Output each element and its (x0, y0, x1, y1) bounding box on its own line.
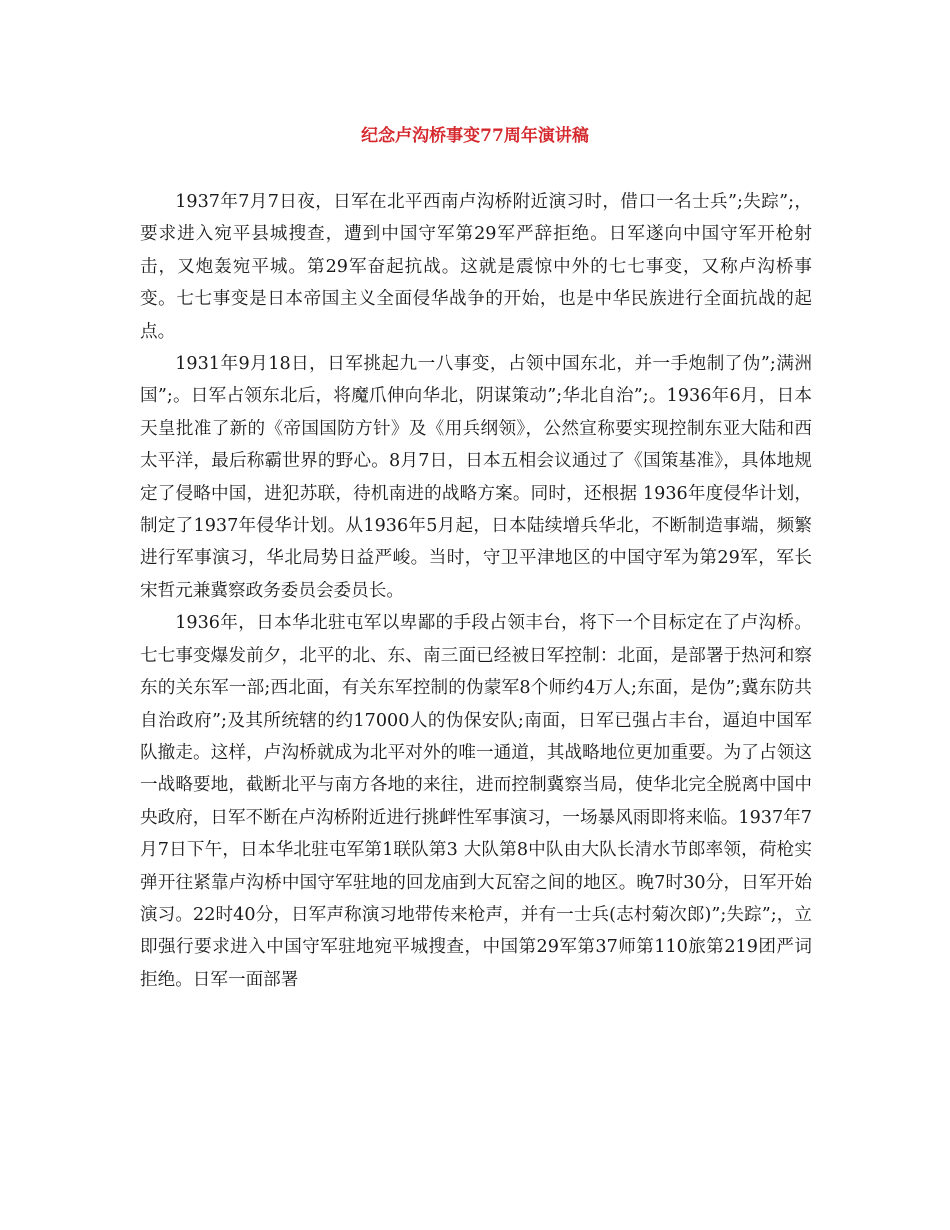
paragraph-2: 1931年9月18日，日军挑起九一八事变，占领中国东北，并一手炮制了伪”;满洲国”;。日军占领东北后，将魔爪伸向华北，阴谋策动”;华北自治”;。1936年6月，日本天皇批准了新的《帝国国防方针》及《用兵纲领》，公然宣称要实现控制东亚大陆和西太平洋，最后称霸世界的野心。8月7日，日本五相会议通过了《国策基准》，具体地规定了侵略中国，进犯苏联，待机南进的战略方案。同时，还根据 1936年度侵华计划，制定了1937年侵华计划。从1936年5月起，日本陆续增兵华北，不断制造事端，频繁进行军事演习，华北局势日益严峻。当时，守卫平津地区的中国守军为第29军，军长宋哲元兼冀察政务委员会委员长。 (140, 354, 812, 601)
document-body (140, 186, 812, 996)
document-title: 纪念卢沟桥事变77周年演讲稿 (361, 126, 589, 146)
paragraph-1: 1937年7月7日夜，日军在北平西南卢沟桥附近演习时，借口一名士兵”;失踪”;，要求进入宛平县城搜查，遭到中国守军第29军严辞拒绝。日军遂向中国守军开枪射击，又炮轰宛平城。第29军奋起抗战。这就是震惊中外的七七事变，又称卢沟桥事变。七七事变是日本帝国主义全面侵华战争的开始，也是中华民族进行全面抗战的起点。 (140, 192, 812, 342)
paragraph-3: 1936年，日本华北驻屯军以卑鄙的手段占领丰台，将下一个目标定在了卢沟桥。七七事变爆发前夕，北平的北、东、南三面已经被日军控制：北面，是部署于热河和察东的关东军一部;西北面，有关东军控制的伪蒙军8个师约4万人;东面，是伪”;冀东防共自治政府”;及其所统辖的约17000人的伪保安队;南面，日军已强占丰台，逼迫中国军队撤走。这样，卢沟桥就成为北平对外的唯一通道，其战略地位更加重要。为了占领这一战略要地，截断北平与南方各地的来往，进而控制冀察当局，使华北完全脱离中国中央政府，日军不断在卢沟桥附近进行挑衅性军事演习，一场暴风雨即将来临。1937年7月7日下午，日本华北驻屯军第1联队第3 大队第8中队由大队长清水节郎率领，荷枪实弹开往紧靠卢沟桥中国守军驻地的回龙庙到大瓦窑之间的地区。晚7时30分，日军开始演习。22时40分，日军声称演习地带传来枪声，并有一士兵(志村菊次郎)”;失踪”;，立即强行要求进入中国守军驻地宛平城搜查，中国第29军第37师第110旅第219团严词拒绝。日军一面部署 (140, 613, 812, 990)
